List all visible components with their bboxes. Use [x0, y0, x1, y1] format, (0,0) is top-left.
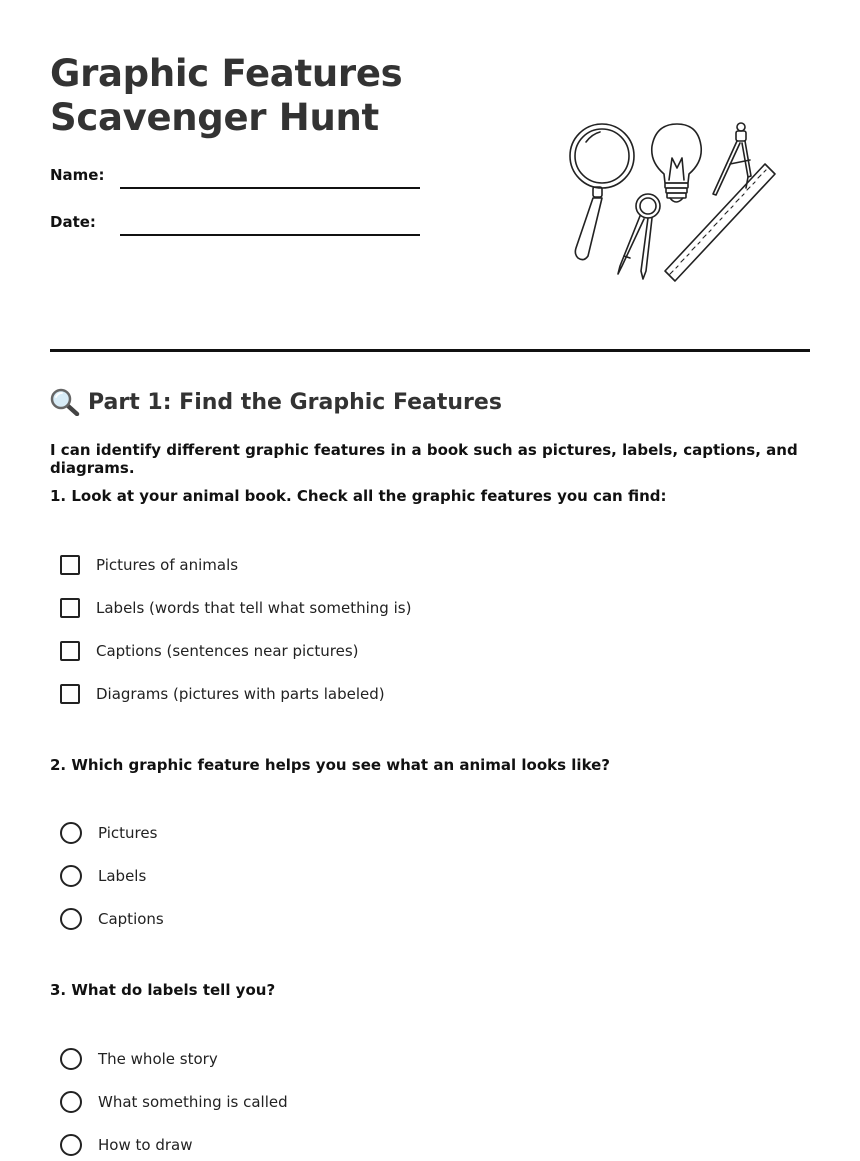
option-label: Diagrams (pictures with parts labeled) — [96, 685, 385, 703]
checkbox[interactable] — [60, 684, 80, 704]
section-heading-part-1 — [50, 388, 502, 416]
radio-option[interactable] — [60, 1133, 192, 1157]
checkbox[interactable] — [60, 555, 80, 575]
checkbox[interactable] — [60, 598, 80, 618]
radio-option[interactable] — [60, 864, 146, 888]
question-3: 3. What do labels tell you? — [50, 981, 276, 999]
radio-button[interactable] — [60, 865, 82, 887]
section-divider — [50, 349, 810, 352]
option-label: Pictures — [98, 824, 158, 842]
title-line-1: Graphic Features — [50, 52, 403, 95]
name-label: Name: — [50, 166, 105, 184]
light-bulb-icon — [652, 124, 702, 202]
option-label: How to draw — [98, 1136, 193, 1154]
option-label: Pictures of animals — [96, 556, 239, 574]
ruler-icon — [665, 164, 775, 281]
option-label: Captions (sentences near pictures) — [96, 642, 359, 660]
question-1: 1. Look at your animal book. Check all the graphic features you can find: — [50, 487, 667, 505]
name-field[interactable] — [120, 187, 420, 189]
drawing-compass-icon — [618, 194, 660, 279]
radio-option[interactable] — [60, 1090, 288, 1114]
radio-button[interactable] — [60, 1091, 82, 1113]
radio-option[interactable] — [60, 1047, 218, 1071]
checkbox-option[interactable] — [60, 682, 385, 706]
option-label: What something is called — [98, 1093, 288, 1111]
learning-goal: I can identify different graphic features in a book such as pictures, labels, captions, and diagrams. — [50, 441, 798, 477]
magnifying-glass-icon — [570, 124, 634, 260]
magnifying-glass-icon — [50, 388, 80, 416]
checkbox[interactable] — [60, 641, 80, 661]
radio-button[interactable] — [60, 1134, 82, 1156]
radio-button[interactable] — [60, 908, 82, 930]
radio-option[interactable] — [60, 821, 157, 845]
checkbox-option[interactable] — [60, 639, 359, 663]
option-label: The whole story — [98, 1050, 218, 1068]
tools-illustration — [560, 116, 785, 291]
question-2: 2. Which graphic feature helps you see what an animal looks like? — [50, 756, 611, 774]
radio-option[interactable] — [60, 907, 164, 931]
radio-button[interactable] — [60, 1048, 82, 1070]
checkbox-option[interactable] — [60, 553, 238, 577]
title-line-2: Scavenger Hunt — [50, 96, 379, 139]
date-field[interactable] — [120, 234, 420, 236]
option-label: Labels (words that tell what something is) — [96, 599, 412, 617]
option-label: Labels — [98, 867, 147, 885]
date-label: Date: — [50, 213, 96, 231]
checkbox-option[interactable] — [60, 596, 411, 620]
radio-button[interactable] — [60, 822, 82, 844]
worksheet-title — [50, 52, 402, 140]
section-heading-text: Part 1: Find the Graphic Features — [88, 389, 502, 415]
option-label: Captions — [98, 910, 164, 928]
